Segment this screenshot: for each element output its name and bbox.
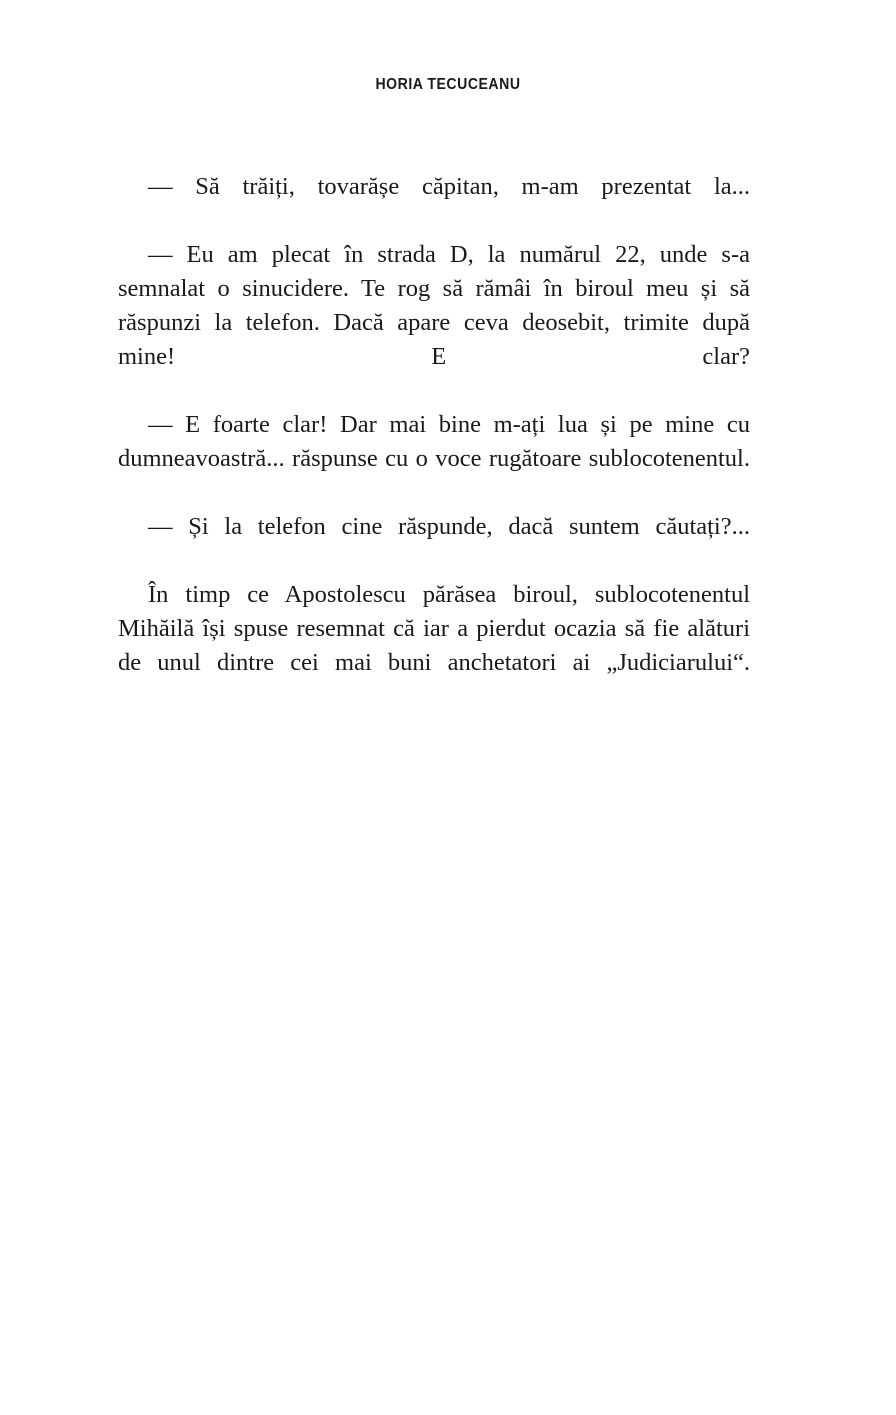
paragraph-dialogue-1: — Să trăiți, tovarășe căpitan, m-am prezentat la... (148, 173, 750, 200)
paragraph-dialogue-4: — Și la telefon cine răspunde, dacă suntem căutați?... (148, 513, 750, 540)
running-head-author: HORIA TECUCEANU (375, 76, 521, 93)
paragraph-narrative-1: În timp ce Apostolescu părăsea biroul, sublocotenentul Mihăilă își spuse resemnat că iar a pierdut ocazia să fie alături de unul dintre cei mai buni anchetatori ai „Judiciarului“. (118, 581, 750, 676)
body-text-block (118, 170, 750, 714)
paragraph-dialogue-3: — E foarte clar! Dar mai bine m-ați lua și pe mine cu dumneavoastră... răspunse cu o voce rugătoare sublocotenentul. (118, 411, 750, 472)
paragraph-dialogue-2: — Eu am plecat în strada D, la numărul 22, unde s-a semnalat o sinucidere. Te rog să rămâi în biroul meu și să răspunzi la telefon. Dacă apare ceva deosebit, trimite după mine! E clar? (118, 241, 750, 370)
